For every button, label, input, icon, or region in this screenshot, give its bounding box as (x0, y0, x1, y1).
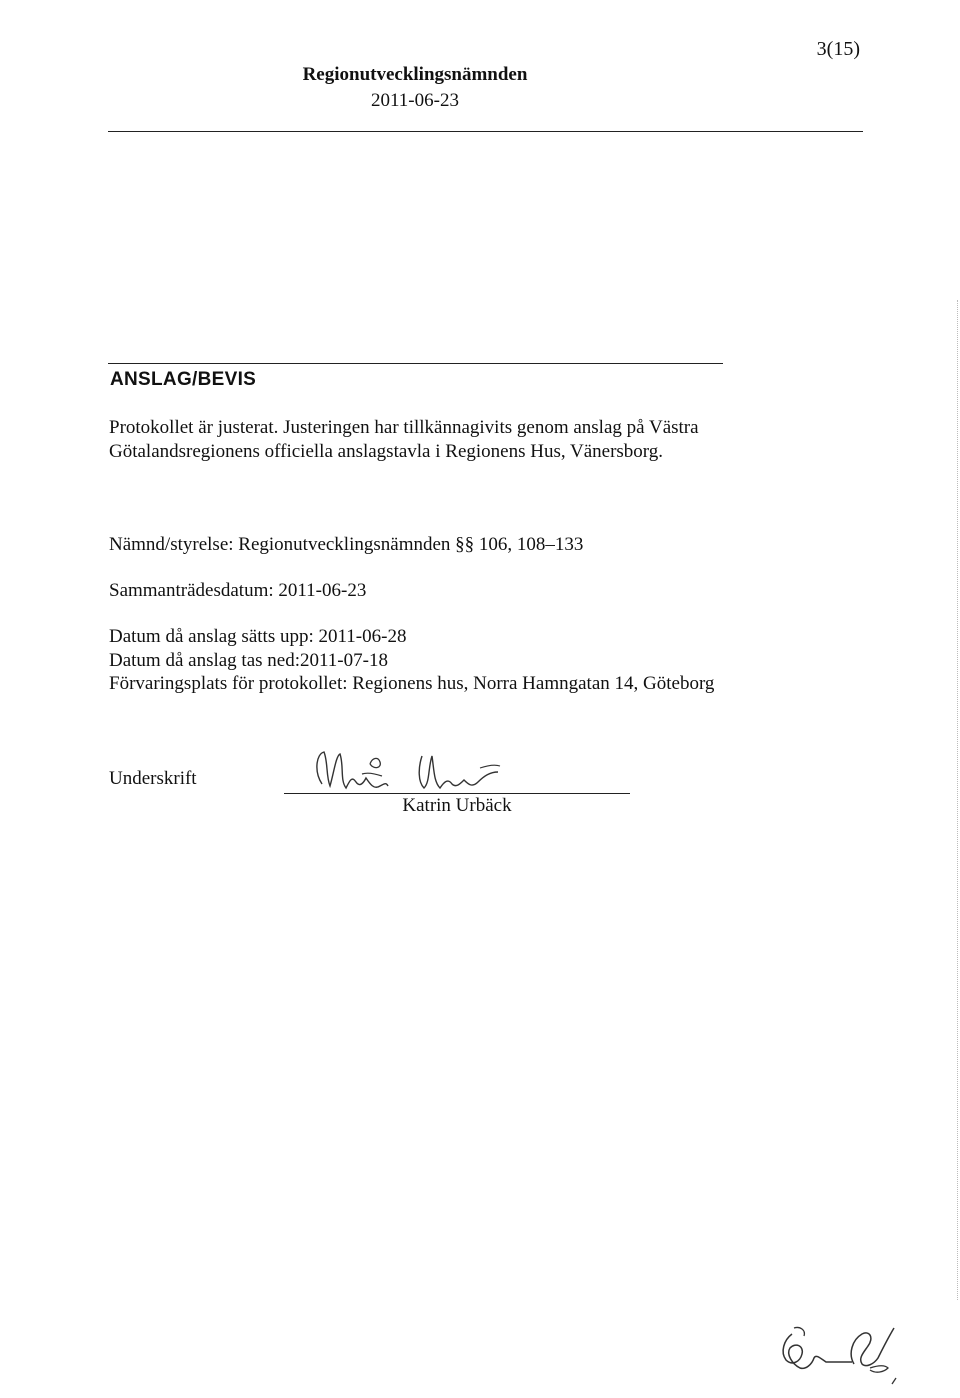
section-title: ANSLAG/BEVIS (110, 369, 257, 390)
page-number: 3(15) (816, 38, 860, 60)
document-header (0, 62, 830, 114)
dates-block (109, 625, 729, 696)
datum-ned-line: Datum då anslag tas ned:2011-07-18 (109, 649, 388, 671)
intro-paragraph: Protokollet är justerat. Justeringen har tillkännagivits genom anslag på Västra Götalandsregionens officiella anslagstavla i Regionens Hus, Vänersborg. (109, 417, 699, 462)
header-divider (108, 131, 863, 132)
forvaringsplats-line: Förvaringsplats för protokollet: Regionens hus, Norra Hamngatan 14, Göteborg (109, 673, 715, 694)
handwritten-initials (770, 1318, 910, 1388)
namnd-line: Nämnd/styrelse: Regionutvecklingsnämnden §§ 106, 108–133 (109, 534, 584, 555)
datum-upp-line: Datum då anslag sätts upp: 2011-06-28 (109, 626, 407, 647)
signature-label: Underskrift (109, 768, 197, 789)
sammantradesdatum-line: Sammanträdesdatum: 2011-06-23 (109, 580, 367, 601)
section-divider (108, 363, 723, 364)
signature-line (284, 793, 630, 794)
signer-name: Katrin Urbäck (402, 795, 512, 816)
page-edge-mark (957, 300, 958, 1300)
header-date: 2011-06-23 (371, 90, 459, 111)
header-organization: Regionutvecklingsnämnden (302, 64, 528, 85)
